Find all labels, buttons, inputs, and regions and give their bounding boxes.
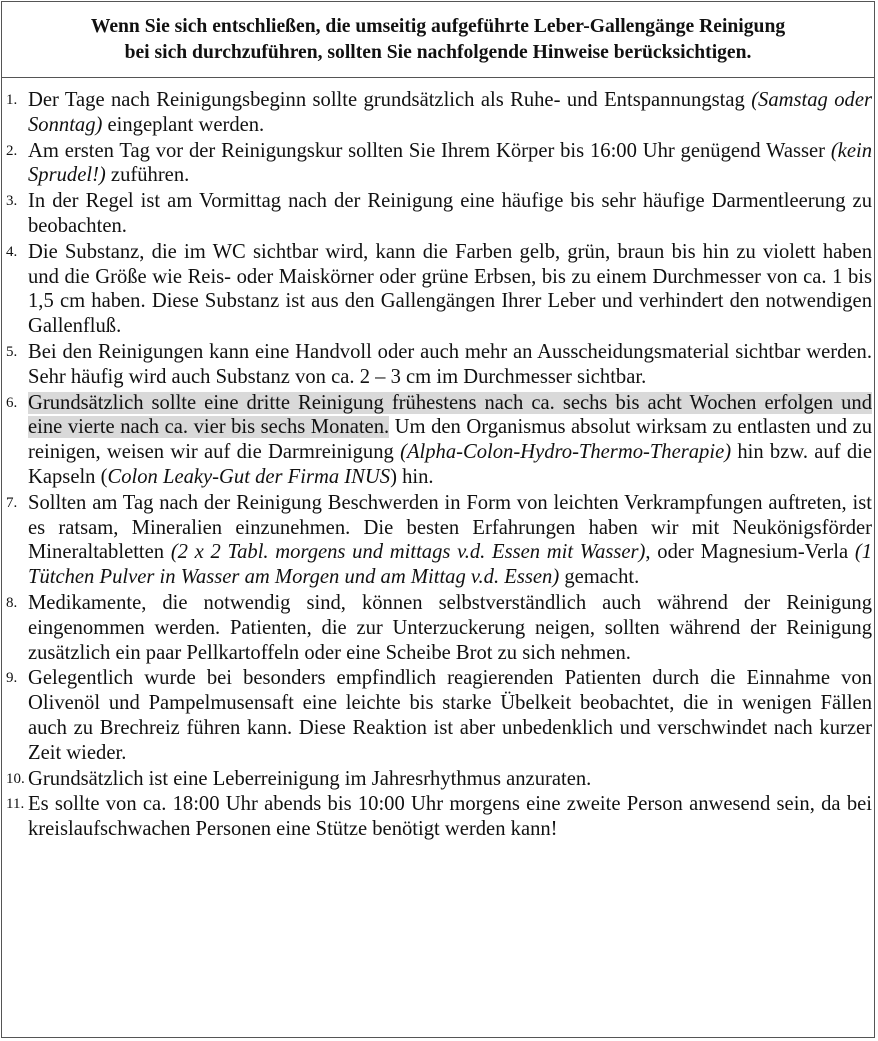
list-item [2, 767, 874, 792]
list-item [2, 591, 874, 665]
heading-line-1: Wenn Sie sich entschließen, die umseitig aufgeführte Leber-Gallengänge Reinigung [90, 16, 786, 37]
item-text: Der Tage nach Reinigungsbeginn sollte grundsätzlich als Ruhe- und Entspannungstag (Samstag oder Sonntag) eingeplant werden. [28, 89, 872, 136]
item-number: 4. [6, 243, 18, 260]
item-number: 11. [6, 796, 25, 813]
list-item [2, 139, 874, 189]
item-text: Bei den Reinigungen kann eine Handvoll oder auch mehr an Ausscheidungsmaterial sichtbar werden. Sehr häufig wird auch Substanz von ca. 2 – 3 cm im Durchmesser sichtbar. [28, 340, 872, 388]
item-text: Sollten am Tag nach der Reinigung Beschwerden in Form von leichten Verkrampfungen auftreten, ist es ratsam, Mineralien einzunehmen. Die besten Erfahrungen haben wir mit Neukönigsförder Mineraltabletten (2 x 2 Tabl. morgens und mittags v.d. Essen mit Wasser), oder Magnesium-Verla (1 Tütchen Pulver in Wasser am Morgen und am Mittag v.d. Essen) gemacht. [28, 491, 872, 589]
item-number: 5. [6, 343, 18, 360]
item-text: Medikamente, die notwendig sind, können selbstverständlich auch während der Reinigung eingenommen werden. Patienten, die zur Unterzuckerung neigen, sollten während der Reinigung zusätzlich ein paar Pellkartoffeln oder eine Scheibe Brot zu sich nehmen. [28, 591, 872, 664]
list-item [2, 792, 874, 842]
highlighted-text: Grundsätzlich sollte eine dritte Reinigung frühestens nach ca. sechs bis acht Wochen erfolgen und eine vierte nach ca. vier bis sechs Monaten. [28, 391, 872, 439]
item-text: In der Regel ist am Vormittag nach der Reinigung eine häufige bis sehr häufige Darmentleerung zu beobachten. [28, 190, 872, 237]
heading-line-2: bei sich durchzuführen, sollten Sie nachfolgende Hinweise berücksichtigen. [124, 42, 752, 63]
item-text: Grundsätzlich ist eine Leberreinigung im Jahresrhythmus anzuraten. [28, 767, 592, 790]
document-heading [2, 2, 874, 78]
list-item [2, 88, 874, 138]
list-item [2, 666, 874, 765]
item-number: 2. [6, 142, 18, 159]
item-number: 6. [6, 394, 18, 411]
list-item [2, 491, 874, 590]
item-number: 7. [6, 494, 18, 511]
item-number: 10. [6, 770, 25, 787]
list-item [2, 189, 874, 239]
item-number: 3. [6, 193, 18, 210]
item-text: Es sollte von ca. 18:00 Uhr abends bis 10:00 Uhr morgens eine zweite Person anwesend sein, da bei kreislaufschwachen Personen eine Stütze benötigt werden kann! [28, 793, 872, 841]
item-number: 8. [6, 594, 18, 611]
hint-list [2, 88, 874, 843]
list-item [2, 340, 874, 390]
document-page [1, 1, 875, 1038]
item-text: Gelegentlich wurde bei besonders empfindlich reagierenden Patienten durch die Einnahme von Olivenöl und Pampelmusensaft eine leichte bis starke Übelkeit beobachtet, die in wenigen Fällen auch zu Brechreiz führen kann. Diese Reaktion ist aber unbedenklich und verschwindet nach kurzer Zeit wieder. [28, 667, 872, 764]
item-text: Die Substanz, die im WC sichtbar wird, kann die Farben gelb, grün, braun bis hin zu violett haben und die Größe wie Reis- oder Maiskörner oder grüne Erbsen, bis zu einem Durchmesser von ca. 1 bis 1,5 cm haben. Diese Substanz ist aus den Gallengängen Ihrer Leber und verhindert den notwendigen Gallenfluß. [28, 240, 872, 338]
item-number: 9. [6, 670, 18, 687]
list-item [2, 240, 874, 339]
item-text: Am ersten Tag vor der Reinigungskur sollten Sie Ihrem Körper bis 16:00 Uhr genügend Wasser (kein Sprudel!) zuführen. [28, 139, 872, 187]
list-item [2, 391, 874, 490]
item-text: Grundsätzlich sollte eine dritte Reinigung frühestens nach ca. sechs bis acht Wochen erfolgen und eine vierte nach ca. vier bis sechs Monaten. Um den Organismus absolut wirksam zu entlasten und zu reinigen, weisen wir auf die Darmreinigung (Alpha-Colon-Hydro-Thermo-Therapie) hin bzw. auf die Kapseln (Colon Leaky-Gut der Firma INUS) hin. [28, 391, 873, 488]
item-number: 1. [6, 92, 18, 108]
